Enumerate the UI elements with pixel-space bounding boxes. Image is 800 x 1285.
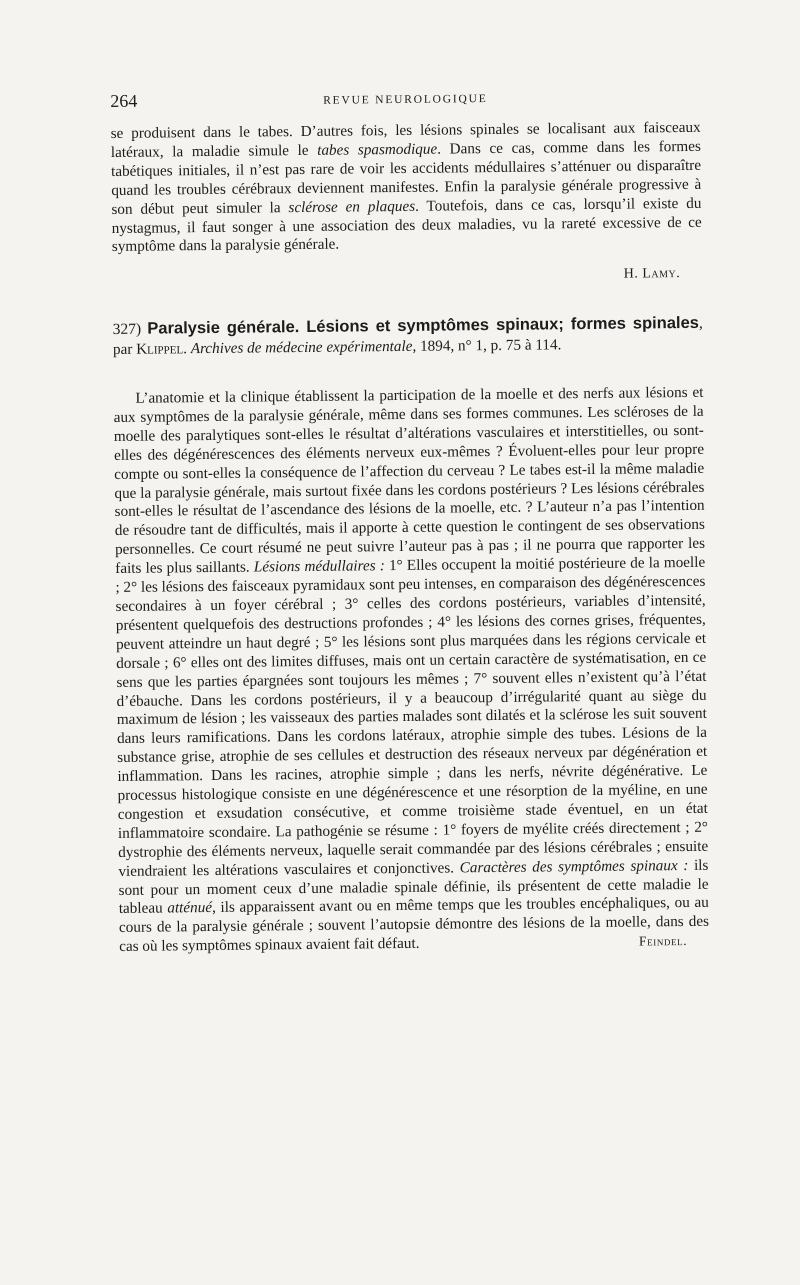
article-body <box>113 384 709 957</box>
page-header <box>110 85 700 115</box>
article-journal: Archives de médecine expérimentale <box>190 337 413 358</box>
article-author: Klippel <box>136 340 184 358</box>
previous-italic-2: sclérose en plaques <box>288 197 416 216</box>
previous-italic-1: tabes spasmodique <box>317 140 438 159</box>
article-citation: , 1894, n° 1, p. 75 à 114. <box>412 336 562 355</box>
article-after-author: . <box>183 340 191 358</box>
signature-lamy: H. Lamy. <box>623 266 681 282</box>
previous-text-2: . Dans ce cas, comme dans les formes tabétiques initiales, il n’est pas rare de voir les accidents médullaires s’atténuer ou disparaître quand les troubles cérébraux deviennent manifestes. Enfin la paralysie générale progressive à son début peut simuler la <box>110 137 702 218</box>
article-by: , par <box>112 314 703 358</box>
body-italic-attenue: atténué <box>167 899 213 917</box>
previous-article-end <box>111 119 703 295</box>
body-text-1: L’anatomie et la clinique établissent la participation de la moelle et des nerfs aux lésions et aux symptômes de la paralysie générale, même dans ses formes communes. Les scléroses de la moelle des paralytiques sont-elles le résultat d’altérations vasculaires et interstitielles, ou sont-elles des dégénérescences des éléments nerveux eux-mêmes ? Évoluent-elles pour leur propre compte ou sont-elles la conséquence de l’affection du cerveau ? Le tabes est-il la même maladie que la paralysie générale, mais surtout fixée dans les cordons postérieurs ? Les lésions cérébrales sont-elles le résultat de l’ascendance des lésions de la moelle, etc. ? L’auteur n’a pas l’intention de résoudre tant de difficultés, mais il apporte à cette question le contingent de ses observations personnelles. Ce court résumé ne peut suivre l’auteur pas à pas ; il ne pourra que rapporter les faits les plus saillants. <box>113 383 706 578</box>
body-text-2: 1° Elles occupent la moitié postérieure de la moelle ; 2° les lésions des faisceaux pyramidaux sont peu intenses, en comparaison des dégénérescences secondaires à un foyer cérébral ; 3° celles des cordons postérieurs, variables d’intensité, présentent quelquefois des destructions profondes ; 4° les lésions des cornes grises, fréquentes, peuvent atteindre un haut degré ; 5° les lésions sont plus marquées dans les régions cervicale et dorsale ; 6° elles ont des limites diffuses, mais ont un certain caractère de systématisation, en ce sens que les parties épargnées sont toujours les mêmes ; 7° souvent elles n’existent qu’à l’état d’ébauche. Dans les cordons postérieurs, il y a beaucoup d’irrégularité quant au siège du maximum de lésion ; les vaisseaux des parties malades sont dilatés et la sclérose les suit souvent dans leurs ramifications. Dans les cordons latéraux, atrophie simple des tubes. Lésions de la substance grise, atrophie de ses cellules et destruction des réseaux nerveux par dégénération et inflammation. Dans les racines, atrophie simple ; dans les nerfs, névrite dégénérative. Le processus histologique consiste en une dégénérescence et une résorption de la myéline, en une congestion et exsudation consécutive, et comme troisième stade éventuel, en un état inflammatoire scondaire. La pathogénie se résume : 1° foyers de myélite créés directement ; 2° dystrophie des éléments nerveux, laquelle serait commandée par des lésions cérébrales ; ensuite viendraient les altérations vasculaires et conjonctives. <box>115 553 709 880</box>
page-number: 264 <box>110 90 138 112</box>
previous-text-1: se produisent dans le tabes. D’autres fois, les lésions spinales se localisant aux faisceaux latéraux, la maladie simule le <box>110 118 701 161</box>
body-italic-lesions: Lésions médullaires : <box>253 557 385 576</box>
running-title: REVUE NEUROLOGIQUE <box>323 93 488 107</box>
body-text-4: , ils apparaissent avant ou en même temps que les troubles encéphaliques, ou au cours de la paralysie générale ; souvent l’autopsie démontre des lésions de la moelle, dans des cas où les symptômes spinaux avaient fait défaut. <box>118 894 710 956</box>
previous-text-3: . Toutefois, dans ce cas, lorsqu’il existe du nystagmus, il faut songer à une association des deux maladies, vu la rareté excessive de ce symptôme dans la paralysie générale. <box>111 194 702 256</box>
article-number: 327) <box>112 320 142 338</box>
article-heading <box>113 313 703 360</box>
article-title: Paralysie générale. Lésions et symptômes spinaux; formes spinales <box>147 313 700 338</box>
body-italic-caracteres: Caractères des symptômes spinaux : <box>459 856 689 877</box>
signature-feindel: Feindel. <box>638 933 688 949</box>
body-text-3: ils sont pour un moment ceux d’une maladie spinale définie, ils présentent de cette maladie le tableau <box>118 856 709 918</box>
